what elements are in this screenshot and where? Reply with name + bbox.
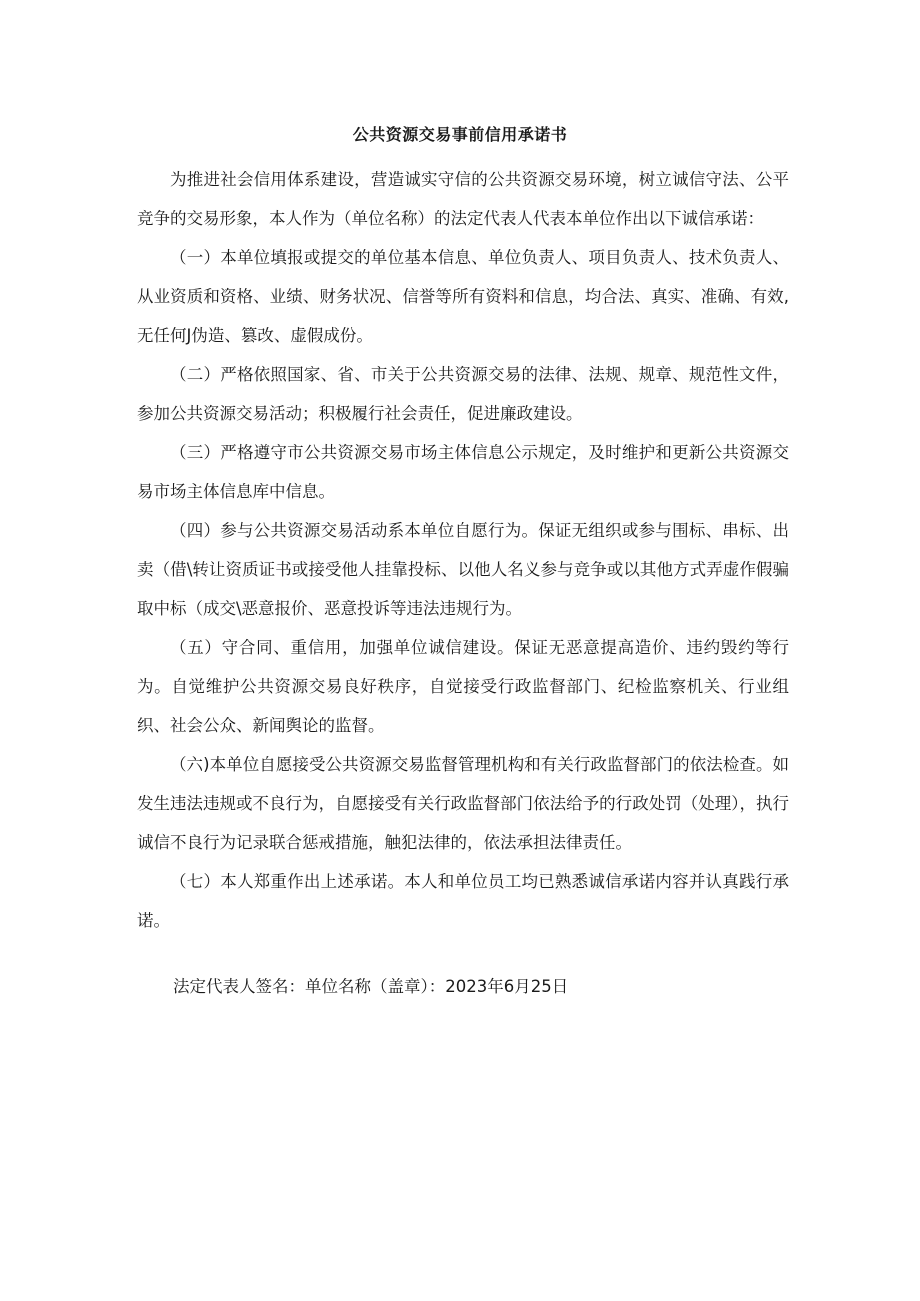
signature-line: 法定代表人签名：单位名称（盖章）：2023年6月25日 xyxy=(173,977,569,996)
commitment-paragraph-6: （六)本单位自愿接受公共资源交易监督管理机构和有关行政监督部门的依法检查。如发生违法违规或不良行为，自愿接受有关行政监督部门依法给予的行政处罚（处理），执行诚信不良行为记录联合惩戒措施，触犯法律的，依法承担法律责任。 xyxy=(137,755,789,852)
document-title: 公共资源交易事前信用承诺书 xyxy=(352,125,568,144)
commitment-paragraph-2: （二）严格依照国家、省、市关于公共资源交易的法律、法规、规章、规范性文件，参加公共资源交易活动；积极履行社会责任，促进廉政建设。 xyxy=(137,365,789,423)
commitment-paragraph-1: （一）本单位填报或提交的单位基本信息、单位负责人、项目负责人、技术负责人、从业资质和资格、业绩、财务状况、信誉等所有资料和信息，均合法、真实、准确、有效,无任何J伪造、篡改、虚假成份。 xyxy=(137,248,789,345)
commitment-paragraph-4: （四）参与公共资源交易活动系本单位自愿行为。保证无组织或参与围标、串标、出卖（借\转让资质证书或接受他人挂靠投标、以他人名义参与竞争或以其他方式弄虚作假骗取中标（成交\恶意报价、恶意投诉等违法违规行为。 xyxy=(137,521,789,618)
document-body xyxy=(137,160,789,940)
commitment-paragraph-3: （三）严格遵守市公共资源交易市场主体信息公示规定，及时维护和更新公共资源交易市场主体信息库中信息。 xyxy=(137,443,789,501)
commitment-paragraph-5: （五）守合同、重信用，加强单位诚信建设。保证无恶意提高造价、违约毁约等行为。自觉维护公共资源交易良好秩序，自觉接受行政监督部门、纪检监察机关、行业组织、社会公众、新闻舆论的监督。 xyxy=(137,638,789,735)
intro-paragraph: 为推进社会信用体系建设，营造诚实守信的公共资源交易环境，树立诚信守法、公平竞争的交易形象，本人作为（单位名称）的法定代表人代表本单位作出以下诚信承诺： xyxy=(137,170,789,228)
commitment-paragraph-7: （七）本人郑重作出上述承诺。本人和单位员工均已熟悉诚信承诺内容并认真践行承诺。 xyxy=(137,872,789,930)
